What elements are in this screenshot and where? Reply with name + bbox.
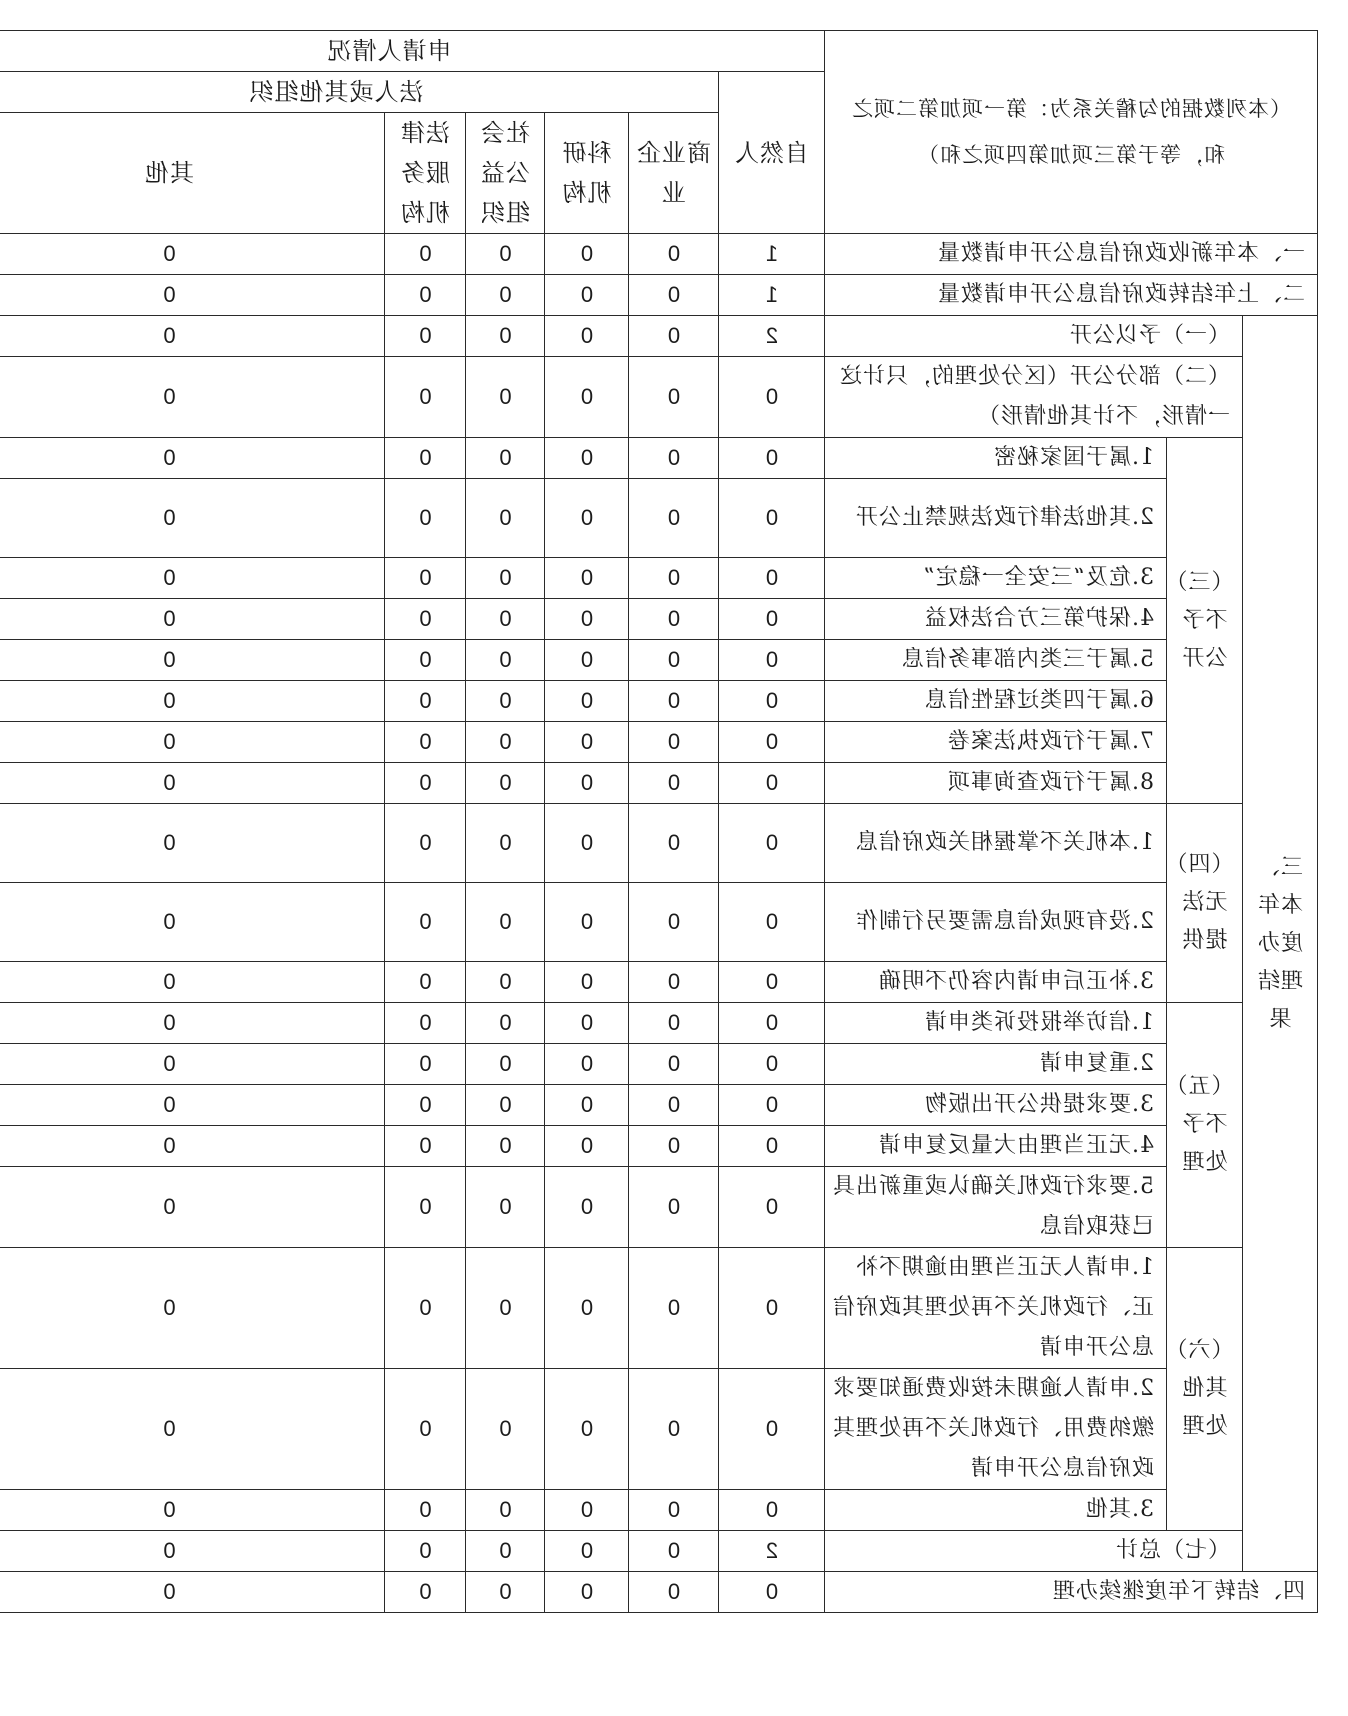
value-cell: 0 [629, 316, 719, 357]
value-cell: 0 [385, 1044, 466, 1085]
value-cell: 0 [629, 763, 719, 804]
value-cell: 0 [0, 1248, 385, 1369]
row-label: 3.要求提供公开出版物 [825, 1085, 1167, 1126]
value-cell: 0 [466, 722, 545, 763]
value-cell: 0 [629, 1085, 719, 1126]
natural-person-header: 自然人 [719, 72, 825, 234]
value-cell: 0 [719, 1490, 825, 1531]
value-cell: 0 [629, 1248, 719, 1369]
value-cell: 0 [545, 1044, 629, 1085]
value-cell: 0 [466, 1531, 545, 1572]
value-cell: 0 [545, 275, 629, 316]
row-label: 4.保护第三方合法权益 [825, 599, 1167, 640]
value-cell: 0 [0, 1167, 385, 1248]
legal-service-header: 法律服务机构 [385, 113, 466, 234]
value-cell: 0 [545, 1126, 629, 1167]
value-cell: 0 [545, 1369, 629, 1490]
value-cell: 0 [719, 357, 825, 438]
value-cell: 0 [0, 357, 385, 438]
value-cell: 0 [545, 883, 629, 962]
value-cell: 0 [0, 763, 385, 804]
gov-info-disclosure-table [0, 30, 1318, 1613]
row-label: 3.危及“三安全一稳定” [825, 558, 1167, 599]
value-cell: 0 [0, 316, 385, 357]
value-cell: 0 [545, 1167, 629, 1248]
value-cell: 0 [466, 1248, 545, 1369]
value-cell: 0 [629, 883, 719, 962]
value-cell: 0 [719, 804, 825, 883]
value-cell: 0 [545, 1490, 629, 1531]
value-cell: 0 [719, 1085, 825, 1126]
relation-note: （本列数据的勾稽关系为：第一项加第二项之和，等于第三项加第四项之和） [851, 97, 1291, 167]
value-cell: 0 [466, 234, 545, 275]
value-cell: 0 [0, 234, 385, 275]
value-cell: 0 [466, 883, 545, 962]
value-cell: 0 [545, 357, 629, 438]
row-label: 5.属于三类内部事务信息 [825, 640, 1167, 681]
row-label: 2.其他法律行政法规禁止公开 [825, 479, 1167, 558]
row-label: 7.属于行政执法案卷 [825, 722, 1167, 763]
table-row [0, 479, 1318, 558]
research-institution-header: 科研机构 [545, 113, 629, 234]
section-3-label: 三、本年度办理结果 [1243, 316, 1318, 1572]
mirror-wrapper [54, 30, 1318, 1705]
value-cell: 0 [545, 722, 629, 763]
commercial-enterprise-header: 商业企业 [629, 113, 719, 234]
row-label: 1.信访举报投诉类申请 [825, 1003, 1167, 1044]
value-cell: 0 [545, 1003, 629, 1044]
table-row [0, 275, 1318, 316]
value-cell: 0 [719, 1126, 825, 1167]
value-cell: 0 [385, 1248, 466, 1369]
value-cell: 0 [719, 599, 825, 640]
value-cell: 0 [719, 962, 825, 1003]
value-cell: 0 [545, 681, 629, 722]
value-cell: 0 [719, 1248, 825, 1369]
value-cell: 1 [719, 275, 825, 316]
group-6-label: （六）其他处理 [1167, 1248, 1243, 1531]
table-row [0, 722, 1318, 763]
value-cell: 0 [719, 1044, 825, 1085]
value-cell: 0 [385, 804, 466, 883]
value-cell: 0 [466, 479, 545, 558]
value-cell: 0 [629, 479, 719, 558]
value-cell: 0 [0, 883, 385, 962]
value-cell: 0 [719, 883, 825, 962]
table-row [0, 558, 1318, 599]
row-label: 4.无正当理由大量反复申请 [825, 1126, 1167, 1167]
value-cell: 0 [385, 1126, 466, 1167]
table-row [0, 438, 1318, 479]
value-cell: 0 [545, 640, 629, 681]
value-cell: 0 [385, 681, 466, 722]
value-cell: 0 [545, 763, 629, 804]
table-row [0, 1531, 1318, 1572]
value-cell: 0 [0, 438, 385, 479]
table-row [0, 234, 1318, 275]
value-cell: 1 [719, 234, 825, 275]
value-cell: 0 [719, 763, 825, 804]
row-label: 四、结转下年度继续办理 [825, 1572, 1318, 1613]
value-cell: 0 [466, 1003, 545, 1044]
value-cell: 0 [545, 1531, 629, 1572]
table-row [0, 357, 1318, 438]
value-cell: 0 [385, 275, 466, 316]
value-cell: 0 [0, 1003, 385, 1044]
table-row [0, 640, 1318, 681]
value-cell: 0 [545, 962, 629, 1003]
value-cell: 0 [719, 1369, 825, 1490]
row-label: 1.申请人无正当理由逾期不补正、行政机关不再处理其政府信息公开申请 [825, 1248, 1167, 1369]
table-row [0, 1369, 1318, 1490]
value-cell: 0 [629, 234, 719, 275]
value-cell: 0 [545, 234, 629, 275]
value-cell: 0 [0, 640, 385, 681]
table-row [0, 599, 1318, 640]
value-cell: 0 [0, 479, 385, 558]
applicant-situation-header: 申请人情况 [0, 31, 825, 72]
table-row [0, 1044, 1318, 1085]
value-cell: 0 [385, 1572, 466, 1613]
table-row [0, 1126, 1318, 1167]
value-cell: 0 [385, 1531, 466, 1572]
value-cell: 0 [385, 438, 466, 479]
value-cell: 0 [629, 275, 719, 316]
value-cell: 0 [629, 681, 719, 722]
value-cell: 0 [629, 1167, 719, 1248]
row-label: 2.申请人逾期未按收费通知要求缴纳费用、行政机关不再处理其政府信息公开申请 [825, 1369, 1167, 1490]
value-cell: 0 [629, 1490, 719, 1531]
value-cell: 0 [719, 1003, 825, 1044]
value-cell: 0 [629, 1003, 719, 1044]
value-cell: 0 [629, 438, 719, 479]
table-row [0, 883, 1318, 962]
value-cell: 0 [719, 1572, 825, 1613]
value-cell: 0 [385, 640, 466, 681]
table-row [0, 1003, 1318, 1044]
value-cell: 0 [385, 1490, 466, 1531]
value-cell: 0 [466, 804, 545, 883]
value-cell: 0 [719, 438, 825, 479]
row-label: （七）总计 [825, 1531, 1243, 1572]
value-cell: 0 [466, 558, 545, 599]
value-cell: 0 [385, 316, 466, 357]
value-cell: 0 [629, 722, 719, 763]
value-cell: 0 [385, 558, 466, 599]
value-cell: 0 [0, 558, 385, 599]
table-row [0, 763, 1318, 804]
value-cell: 0 [0, 1572, 385, 1613]
value-cell: 0 [466, 1167, 545, 1248]
value-cell: 0 [545, 599, 629, 640]
value-cell: 0 [629, 640, 719, 681]
value-cell: 0 [385, 479, 466, 558]
value-cell: 0 [0, 1531, 385, 1572]
value-cell: 0 [719, 722, 825, 763]
row-label: （一）予以公开 [825, 316, 1243, 357]
social-welfare-header: 社会公益组织 [466, 113, 545, 234]
table-row [0, 1490, 1318, 1531]
row-label: 1.本机关不掌握相关政府信息 [825, 804, 1167, 883]
value-cell: 0 [629, 804, 719, 883]
value-cell: 0 [545, 1572, 629, 1613]
mirrored-document [54, 30, 1318, 1705]
value-cell: 0 [466, 316, 545, 357]
value-cell: 0 [466, 1126, 545, 1167]
legal-entity-header: 法人或其他组织 [0, 72, 719, 113]
value-cell: 0 [466, 1490, 545, 1531]
value-cell: 0 [466, 1044, 545, 1085]
value-cell: 0 [466, 1572, 545, 1613]
value-cell: 0 [545, 316, 629, 357]
value-cell: 0 [629, 1572, 719, 1613]
value-cell: 0 [629, 1369, 719, 1490]
value-cell: 0 [0, 599, 385, 640]
row-label: 二、上年结转政府信息公开申请数量 [825, 275, 1318, 316]
value-cell: 0 [385, 1167, 466, 1248]
value-cell: 0 [0, 681, 385, 722]
value-cell: 0 [385, 234, 466, 275]
table-row [0, 804, 1318, 883]
value-cell: 0 [466, 640, 545, 681]
other-header: 其他 [0, 113, 385, 234]
row-label: （二）部分公开（区分处理的，只计这一情形，不计其他情形） [825, 357, 1243, 438]
row-label: 一、本年新收政府信息公开申请数量 [825, 234, 1318, 275]
value-cell: 0 [629, 558, 719, 599]
table-row [0, 681, 1318, 722]
value-cell: 0 [466, 1085, 545, 1126]
value-cell: 0 [466, 681, 545, 722]
value-cell: 0 [719, 640, 825, 681]
group-4-label: （四）无法提供 [1167, 804, 1243, 1003]
value-cell: 0 [385, 599, 466, 640]
value-cell: 0 [0, 1044, 385, 1085]
value-cell: 0 [719, 1167, 825, 1248]
note-cell [825, 31, 1318, 234]
value-cell: 0 [0, 962, 385, 1003]
table-row [0, 316, 1318, 357]
value-cell: 0 [466, 763, 545, 804]
value-cell: 0 [0, 275, 385, 316]
value-cell: 0 [0, 1490, 385, 1531]
value-cell: 0 [466, 438, 545, 479]
value-cell: 0 [545, 1248, 629, 1369]
value-cell: 0 [385, 1085, 466, 1126]
value-cell: 0 [629, 599, 719, 640]
row-label: 6.属于四类过程性信息 [825, 681, 1167, 722]
value-cell: 0 [385, 357, 466, 438]
value-cell: 0 [466, 599, 545, 640]
value-cell: 0 [466, 1369, 545, 1490]
row-label: 2.没有现成信息需要另行制作 [825, 883, 1167, 962]
table-row [0, 1248, 1318, 1369]
table-row [0, 1085, 1318, 1126]
group-5-label: （五）不予处理 [1167, 1003, 1243, 1248]
value-cell: 0 [545, 804, 629, 883]
row-label: 2.重复申请 [825, 1044, 1167, 1085]
row-label: 1.属于国家秘密 [825, 438, 1167, 479]
value-cell: 0 [629, 1126, 719, 1167]
row-label: 3.其他 [825, 1490, 1167, 1531]
value-cell: 0 [385, 722, 466, 763]
value-cell: 0 [629, 357, 719, 438]
value-cell: 2 [719, 1531, 825, 1572]
table-row [0, 962, 1318, 1003]
value-cell: 0 [385, 883, 466, 962]
value-cell: 0 [385, 962, 466, 1003]
row-label: 8.属于行政查询事项 [825, 763, 1167, 804]
value-cell: 2 [719, 316, 825, 357]
value-cell: 0 [629, 1531, 719, 1572]
value-cell: 0 [629, 962, 719, 1003]
value-cell: 0 [385, 1369, 466, 1490]
value-cell: 0 [0, 1369, 385, 1490]
value-cell: 0 [0, 804, 385, 883]
table-row [0, 1572, 1318, 1613]
value-cell: 0 [0, 1126, 385, 1167]
value-cell: 0 [545, 479, 629, 558]
value-cell: 0 [385, 763, 466, 804]
table-row [0, 1167, 1318, 1248]
value-cell: 0 [719, 681, 825, 722]
value-cell: 0 [545, 558, 629, 599]
value-cell: 0 [0, 1085, 385, 1126]
group-3-label: （三）不予公开 [1167, 438, 1243, 804]
row-label: 3.补正后申请内容仍不明确 [825, 962, 1167, 1003]
value-cell: 0 [545, 438, 629, 479]
value-cell: 0 [719, 558, 825, 599]
value-cell: 0 [466, 357, 545, 438]
value-cell: 0 [466, 275, 545, 316]
value-cell: 0 [466, 962, 545, 1003]
row-label: 5.要求行政机关确认或重新出具已获取信息 [825, 1167, 1167, 1248]
value-cell: 0 [545, 1085, 629, 1126]
value-cell: 0 [385, 1003, 466, 1044]
value-cell: 0 [0, 722, 385, 763]
value-cell: 0 [719, 479, 825, 558]
value-cell: 0 [629, 1044, 719, 1085]
